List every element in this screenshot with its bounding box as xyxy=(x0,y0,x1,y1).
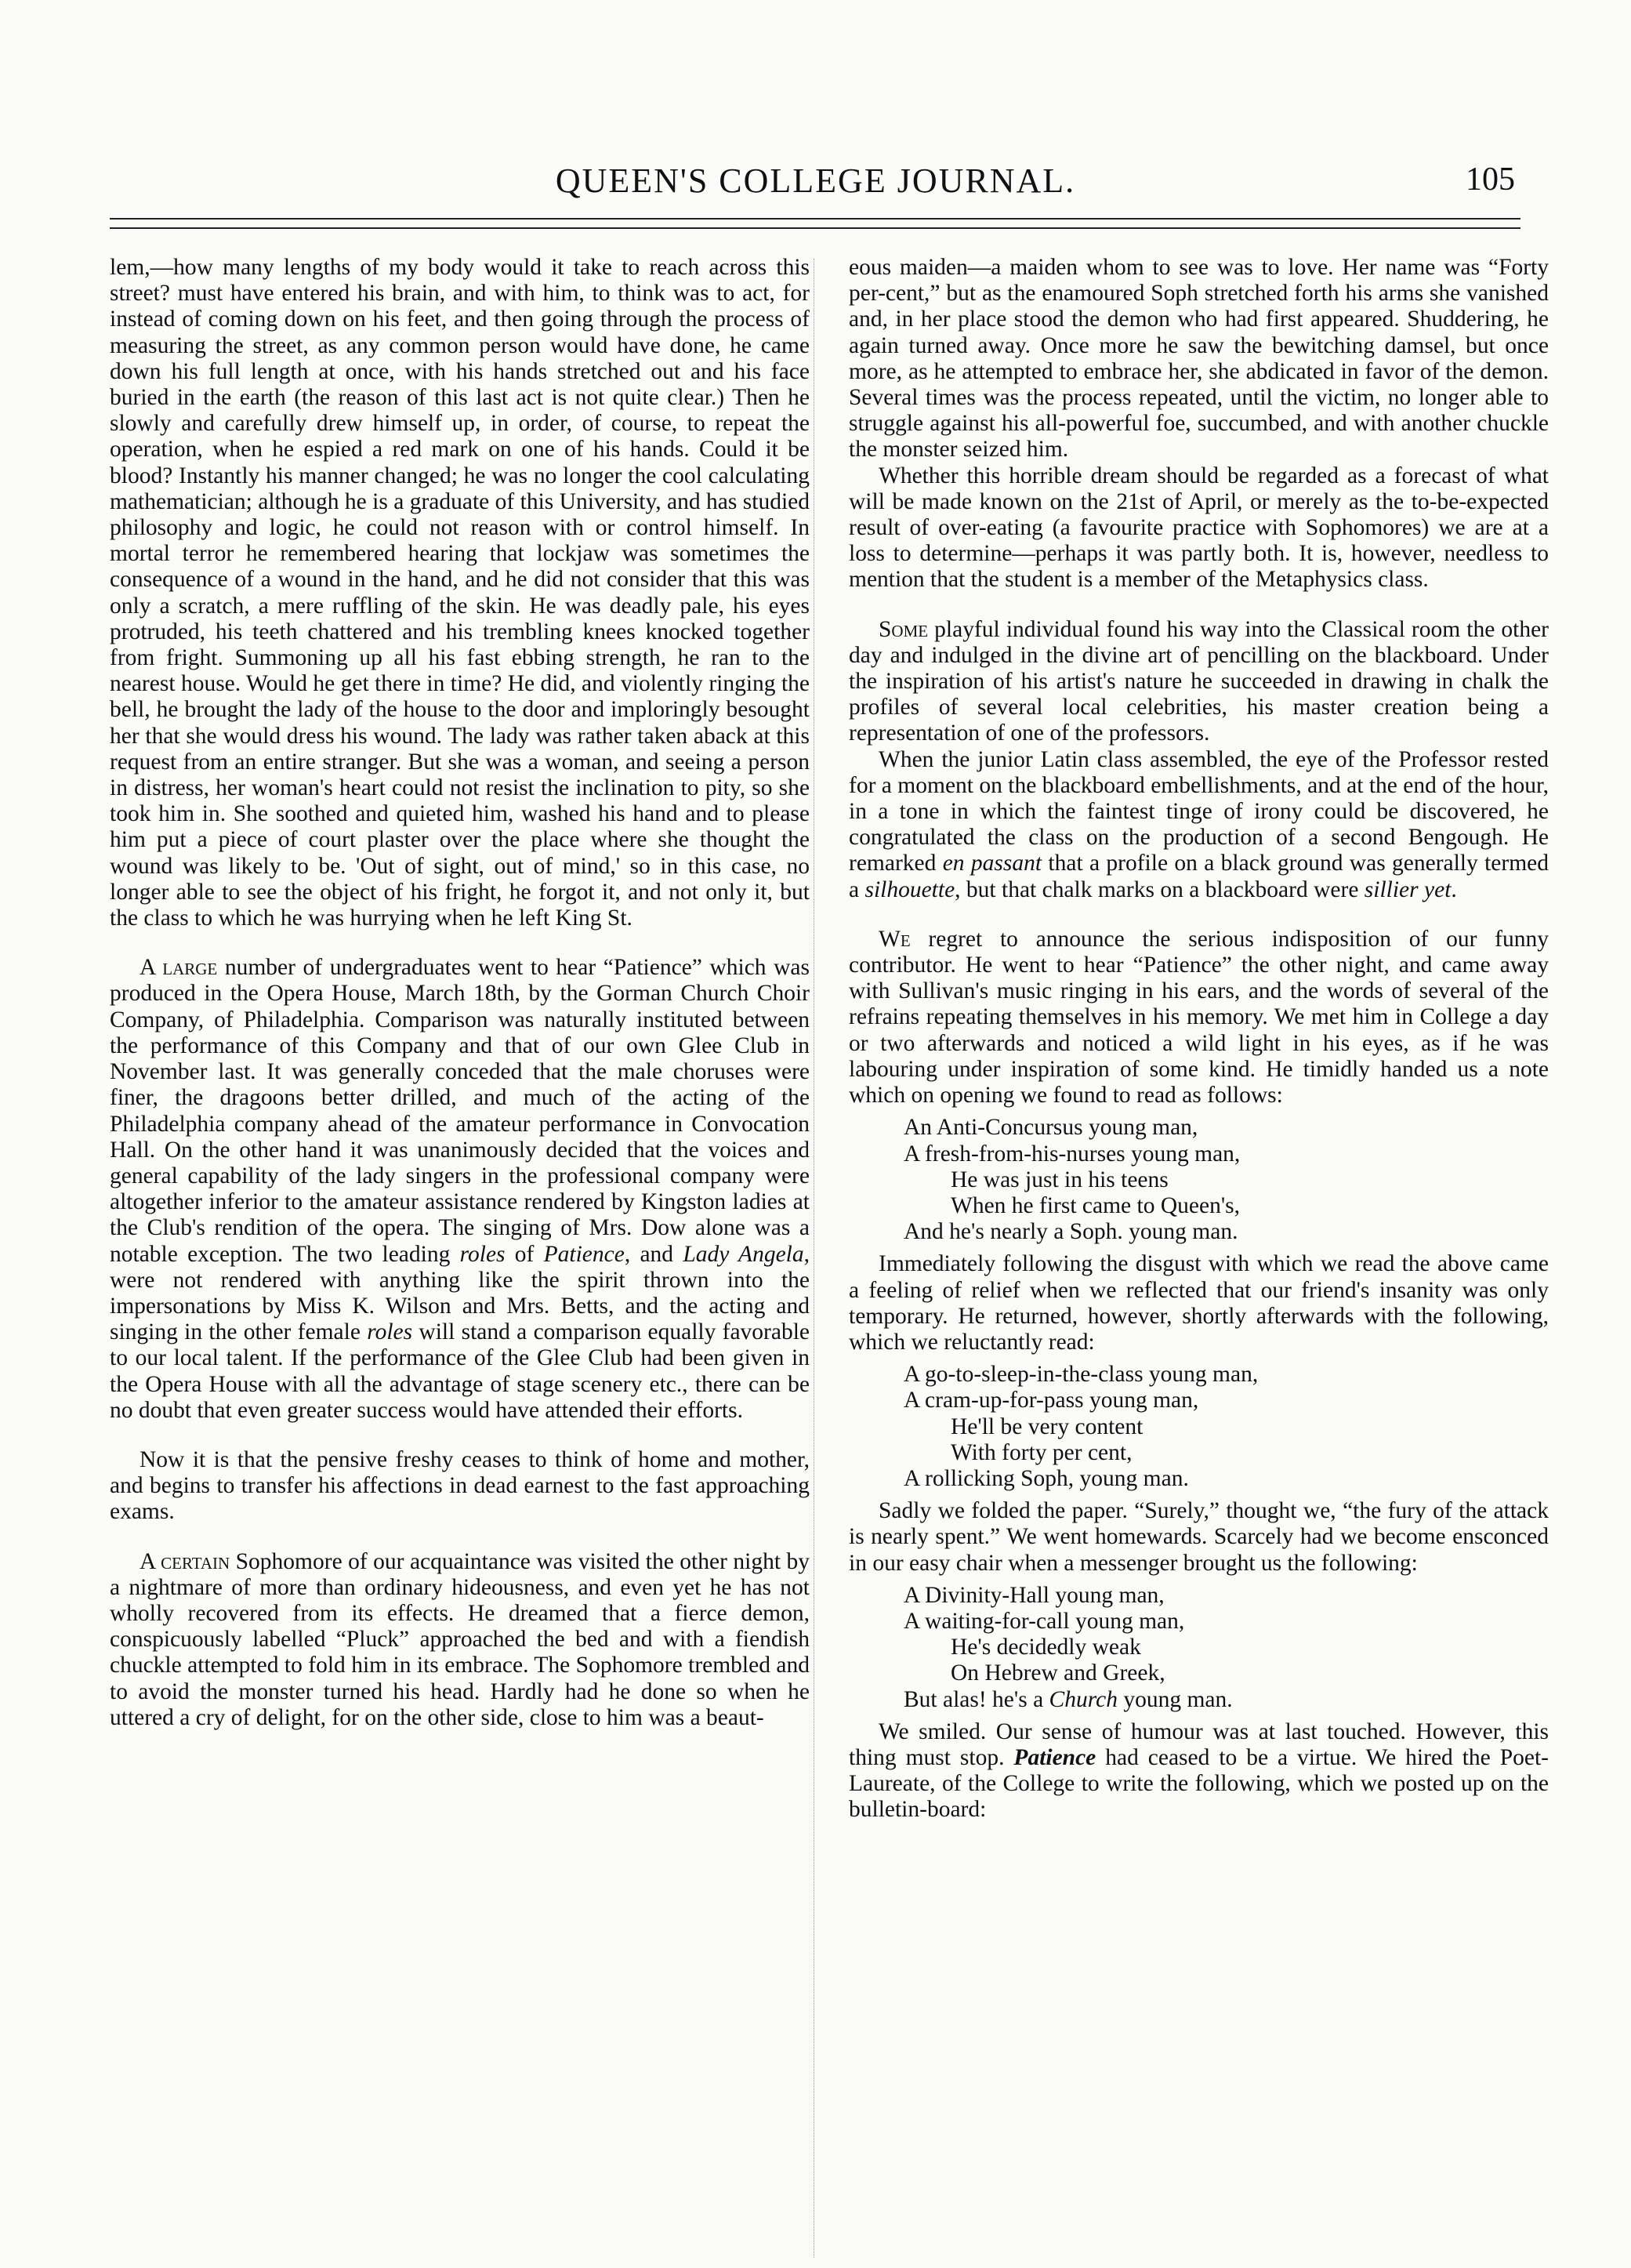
right-column xyxy=(849,255,1549,1823)
paragraph-relief: Immediately following the disgust with which we read the above came a feeling of relief when we reflected that our friend's insanity was only temporary. He returned, however, shortly afterwards with the following, which we reluctantly read: xyxy=(849,1251,1549,1355)
left-column xyxy=(110,255,810,1731)
lead-words: We xyxy=(879,926,911,952)
lead-words: A certain xyxy=(140,1548,230,1574)
verse-line: But alas! he's a Church young man. xyxy=(904,1686,1233,1712)
paragraph-dream-forecast: Whether this horrible dream should be regarded as a forecast of what will be made known on the 21st of April, or merely as the to-be-expected result of over-eating (a favourite practice with Sophomores) we are at a loss to determine—perhaps it was partly both. It is, however, needless to mention that the student is a member of the Metaphysics class. xyxy=(849,463,1549,593)
verse-line: A go-to-sleep-in-the-class young man, xyxy=(904,1362,1259,1388)
verse-line: He's decidedly weak xyxy=(951,1635,1141,1660)
journal-title: QUEEN'S COLLEGE JOURNAL. xyxy=(555,161,1076,200)
lead-words: A large xyxy=(140,955,218,981)
verse-line: An Anti-Concursus young man, xyxy=(904,1115,1198,1141)
paragraph-folded-paper: Sadly we folded the paper. “Surely,” thought we, “the fury of the attack is nearly spent.” We went homewards. Scarcely had we become ensconced in our easy chair when a messenger brought us the following: xyxy=(849,1498,1549,1576)
verse-line: On Hebrew and Greek, xyxy=(951,1660,1165,1686)
paragraph-sophomore-nightmare: A certain Sophomore of our acquaintance was visited the other night by a nightmare of more than ordinary hideousness, and even yet he has not wholly recovered from its effects. He dreamed that a fierce demon, conspicuously labelled “Pluck” approached the bed and with a fiendish chuckle attempted to fold him in its embrace. The Sophomore trembled and to avoid the monster turned his head. Hardly had he done so when he uttered a cry of delight, for on the other side, close to him was a beaut- xyxy=(110,1548,810,1730)
page-number: 105 xyxy=(1466,161,1515,198)
paragraph-freshy-exams: Now it is that the pensive freshy ceases to think of home and mother, and begins to transfer his affections in dead earnest to the fast approaching exams. xyxy=(110,1446,810,1525)
verse-anti-concursus xyxy=(904,1115,1549,1245)
verse-line: He was just in his teens xyxy=(951,1167,1169,1192)
verse-line: A rollicking Soph, young man. xyxy=(904,1465,1189,1491)
header-rule-bottom xyxy=(110,227,1520,229)
paragraph-blackboard-art: Some playful individual found his way into the Classical room the other day and indulged in the divine art of pencilling on the blackboard. Under the inspiration of his artist's nature he succeeded in drawing in chalk the profiles of several local celebrities, his master creation being a representation of one of the professors. xyxy=(849,616,1549,746)
verse-line: A fresh-from-his-nurses young man, xyxy=(904,1141,1241,1167)
paragraph-latin-class: When the junior Latin class assembled, the eye of the Professor rested for a moment on the blackboard embellishments, and at the end of the hour, in a tone in which the faintest tinge of irony could be discovered, he congratulated the class on the production of a second Bengough. He remarked en passant that a profile on a black ground was generally termed a silhouette, but that chalk marks on a blackboard were sillier yet. xyxy=(849,746,1549,902)
verse-line: And he's nearly a Soph. young man. xyxy=(904,1219,1238,1245)
verse-line: With forty per cent, xyxy=(951,1439,1133,1465)
verse-line: A Divinity-Hall young man, xyxy=(904,1582,1165,1608)
verse-line: A waiting-for-call young man, xyxy=(904,1608,1185,1634)
paragraph-patience-review: A large number of undergraduates went to hear “Patience” which was produced in the Opera House, March 18th, by the Gorman Church Choir Company, of Philadelphia. Comparison was naturally instituted between the performance of this Company and that of our own Glee Club in November last. It was generally conceded that the male choruses were finer, the dragoons better drilled, and much of the acting of the Philadelphia company ahead of the amateur performance in Convocation Hall. On the other hand it was unanimously decided that the voices and general capability of the lady singers in the professional company were altogether inferior to the amateur assistance rendered by Kingston ladies at the Club's rendition of the opera. The singing of Mrs. Dow alone was a notable exception. The two leading roles of Patience, and Lady Angela, were not rendered with anything like the spirit thrown into the impersonations by Miss K. Wilson and Mrs. Betts, and the acting and singing in the other female roles will stand a comparison equally favorable to our local talent. If the performance of the Glee Club had been given in the Opera House with all the advantage of stage scenery etc., there can be no doubt that even greater success would have attended their efforts. xyxy=(110,955,810,1423)
lead-words: Some xyxy=(879,616,929,642)
header-rule-top xyxy=(110,218,1520,220)
paragraph-measuring-story-end: lem,—how many lengths of my body would it take to reach across this street? must have entered his brain, and with him, to think was to act, for instead of coming down on his feet, and then going through the process of measuring the street, as any common person would have done, he came down his full length at once, with his hands stretched out and his face buried in the earth (the reason of this last act is not quite clear.) Then he slowly and carefully drew himself up, in order, of course, to repeat the operation, when he espied a red mark on one of his hands. Could it be blood? Instantly his manner changed; he was no longer the cool calculating mathematician; although he is a graduate of this University, and has studied philosophy and logic, he could not reason with or control himself. In mortal terror he remembered hearing that lockjaw was sometimes the consequence of a wound in the hand, and he did not consider that this was only a scratch, a mere ruffling of the skin. He was deadly pale, his eyes protruded, his teeth chattered and his trembling knees knocked together from fright. Summoning up all his fast ebbing strength, he ran to the nearest house. Would he get there in time? He did, and violently ringing the bell, he brought the lady of the house to the door and imploringly besought her that she would dress his wound. The lady was rather taken aback at this request from an entire stranger. But she was a woman, and seeing a person in distress, her woman's heart could not resist the inclination to pity, so she took him in. She soothed and quieted him, washed his hand and to please him put a piece of court plaster over the place where she thought the wound was likely to be. 'Out of sight, out of mind,' so in this case, no longer able to see the object of his fright, he forgot it, and not only it, but the class to which he was hurrying when he left King St. xyxy=(110,255,810,931)
verse-line: He'll be very content xyxy=(951,1413,1144,1439)
paragraph-funny-contributor: We regret to announce the serious indisposition of our funny contributor. He went to hear “Patience” the other night, and came away with Sullivan's music ringing in his ears, and the words of several of the refrains repeating themselves in his memory. We met him in College a day or two afterwards and noticed a wild light in his eyes, as if he was labouring under inspiration of some kind. He timidly handed us a note which on opening we found to read as follows: xyxy=(849,926,1549,1109)
paragraph-poet-laureate: We smiled. Our sense of humour was at last touched. However, this thing must stop. Patience had ceased to be a virtue. We hired the Poet-Laureate, of the College to write the following, which we posted up on the bulletin-board: xyxy=(849,1718,1549,1823)
paragraph-nightmare-cont: eous maiden—a maiden whom to see was to love. Her name was “Forty per-cent,” but as the enamoured Soph stretched forth his arms she vanished and, in her place stood the demon who had first appeared. Shuddering, he again turned away. Once more he saw the bewitching damsel, but once more, as he attempted to embrace her, she abdicated in favor of the demon. Several times was the process repeated, until the victim, no longer able to struggle against his all-powerful foe, succumbed, and with another chuckle the monster seized him. xyxy=(849,255,1549,463)
verse-go-to-sleep xyxy=(904,1362,1549,1492)
verse-line: When he first came to Queen's, xyxy=(951,1192,1241,1218)
verse-divinity-hall xyxy=(904,1583,1549,1713)
verse-line: A cram-up-for-pass young man, xyxy=(904,1388,1199,1413)
